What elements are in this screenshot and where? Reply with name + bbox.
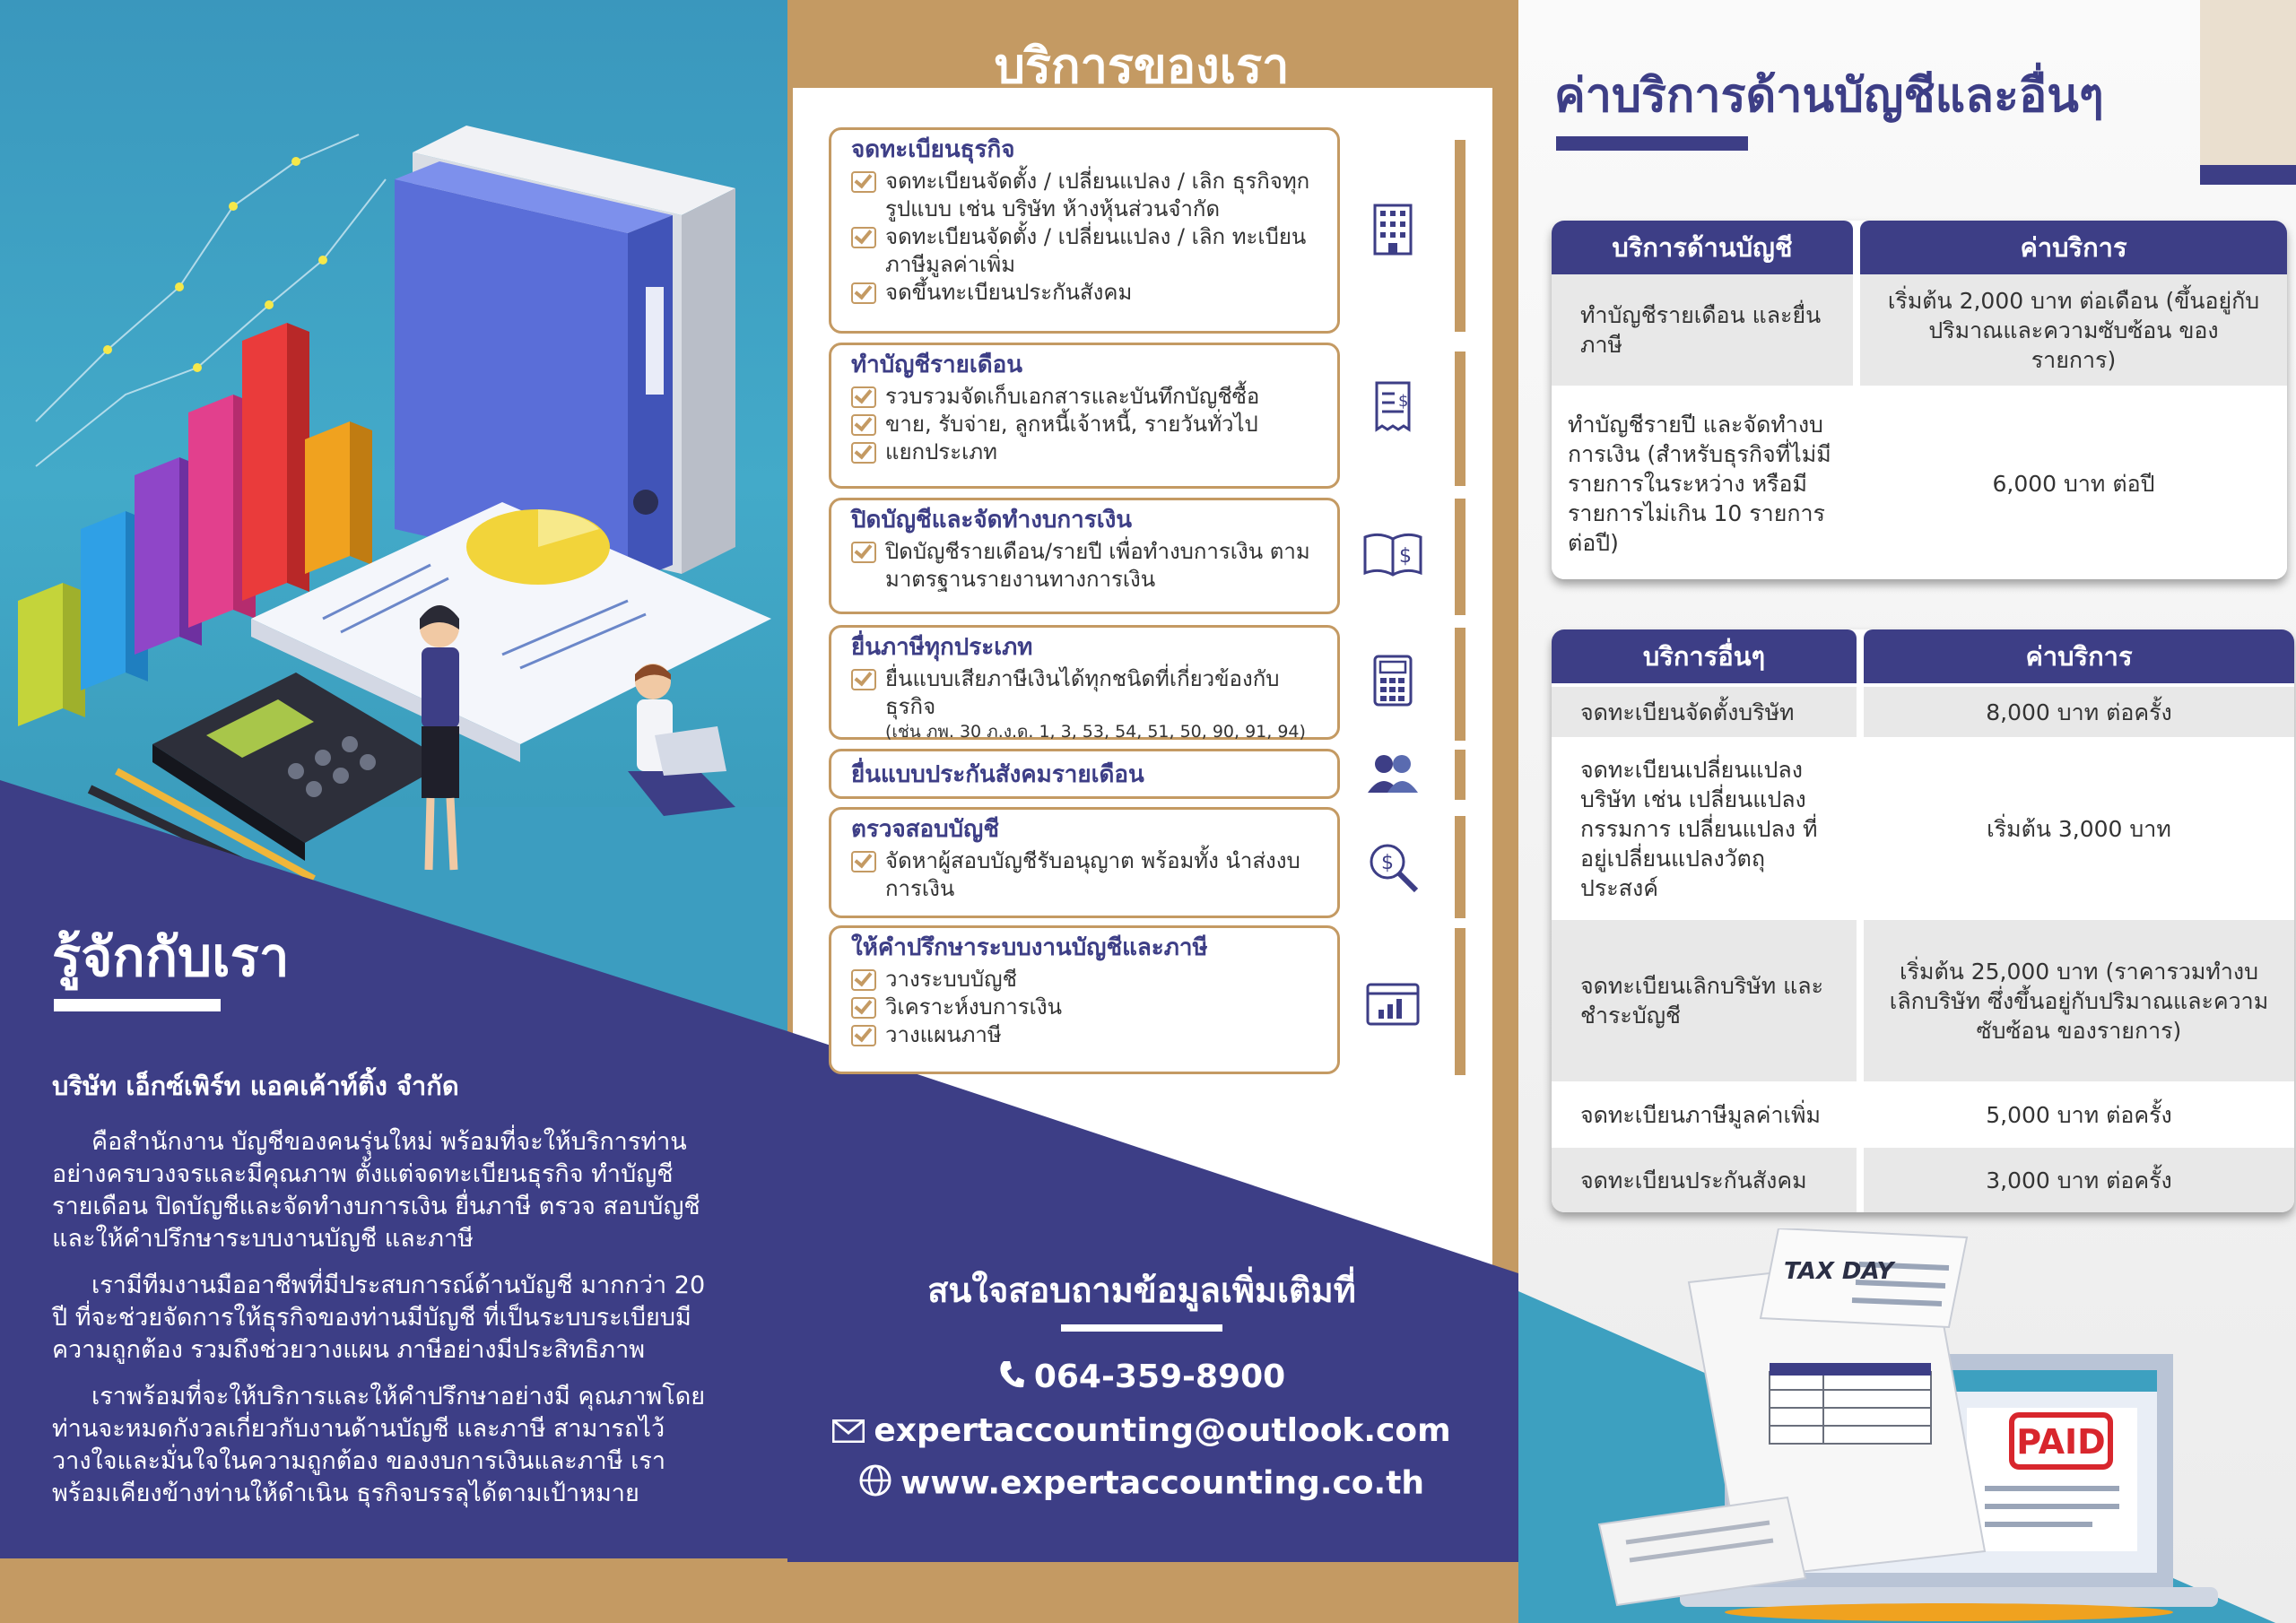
contact-website[interactable]: www.expertaccounting.co.th [787,1464,1496,1505]
phone-icon [998,1359,1025,1398]
about-title-rule [54,999,221,1011]
contact-email[interactable]: expertaccounting@outlook.com [787,1412,1496,1451]
table-header: บริการด้านบัญชี [1552,221,1853,274]
service-social-security [829,749,1340,799]
table-cell: จดทะเบียนจัดตั้งบริษัท [1552,687,1857,737]
service-heading: ยื่นภาษีทุกประเภท [851,634,1033,661]
checkbox-icon [851,1025,876,1046]
table-header: ค่าบริการ [1864,629,2294,683]
service-line: จัดหาผู้สอบบัญชีรับอนุญาต พร้อมทั้ง นำส่งงบการเงิน [851,847,1325,903]
service-line: ขาย, รับจ่าย, ลูกหนี้เจ้าหนี้, รายวันทั่วไป [851,411,1325,438]
contact-title: สนใจสอบถามข้อมูลเพิ่มเติมที่ [927,1271,1356,1310]
service-heading: ยื่นแบบประกันสังคมรายเดือน [851,761,1144,788]
service-audit [829,807,1340,918]
service-line: วางแผนภาษี [851,1021,1325,1049]
service-consulting [829,925,1340,1074]
tax-day-label: TAX DAY [1784,1258,1894,1285]
table-cell: ทำบัญชีรายปี และจัดทำงบการเงิน (สำหรับธุรกิจที่ไม่มีรายการในระหว่าง หรือมีรายการไม่เกิน 10 รายการต่อปี) [1552,387,1853,579]
people-icon [1361,742,1424,805]
calculator-icon [1361,649,1424,712]
services-title: บริการของเรา [994,38,1290,94]
about-panel [0,0,787,1623]
service-line: รวบรวมจัดเก็บเอกสารและบันทึกบัญชีซื้อ [851,383,1325,411]
corner-navy-bar [2200,165,2296,185]
book-dollar-icon [1361,522,1424,585]
receipt-icon [1361,375,1424,438]
table-header: บริการอื่นๆ [1552,629,1857,683]
services-panel [787,0,1518,1623]
accounting-fees-table [1552,221,2287,579]
about-bottom-band [0,1558,787,1623]
envelope-icon [832,1414,865,1451]
contact-title-rule [1061,1324,1222,1332]
service-line: วิเคราะห์งบการเงิน [851,994,1325,1021]
checkbox-icon [851,997,876,1019]
table-cell: จดทะเบียนเปลี่ยนแปลง บริษัท เช่น เปลี่ยนแปลง กรรมการ เปลี่ยนแปลง ที่อยู่เปลี่ยนแปลงวัตถุ ประสงค์ [1552,739,1857,918]
svg-text:$: $ [1381,852,1394,874]
finance-illustration [0,81,787,888]
checkbox-icon [851,414,876,436]
corner-tan-block [2200,0,2296,169]
about-paragraph-2: เรามีทีมงานมืออาชีพที่มีประสบการณ์ด้านบัญชี มากกว่า 20 ปี ที่จะช่วยจัดการให้ธุรกิจของท่านมีบัญชี ที่เป็นระบบระเบียบมีความถูกต้อง รวมถึงช่วยวางแผน ภาษีอย่างมีประสิทธิภาพ [52,1271,706,1364]
fees-title: ค่าบริการด้านบัญชีและอื่นๆ [1554,69,2104,123]
browser-chart-icon [1361,973,1424,1036]
about-paragraph-1: คือสำนักงาน บัญชีของคนรุ่นใหม่ พร้อมที่จะให้บริการท่านอย่างครบวงจรและมีคุณภาพ ตั้งแต่จดทะเบียนธุรกิจ ทำบัญชี รายเดือน ปิดบัญชีและจัดทำงบการเงิน ยื่นภาษี ตรวจ สอบบัญชี และให้คำปรึกษาระบบงานบัญชี และภาษี [52,1128,700,1253]
checkbox-icon [851,542,876,563]
service-tax-filing [829,625,1340,740]
magnifier-dollar-icon [1361,836,1424,898]
paid-stamp: PAID [2016,1422,2106,1462]
contact-phone[interactable]: 064-359-8900 [787,1358,1496,1398]
checkbox-icon [851,442,876,464]
service-note: (เช่น ภพ. 30 ภ.ง.ด. 1, 3, 53, 54, 51, 50, 90, 91, 94) [885,722,1306,742]
service-line: จดขึ้นทะเบียนประกันสังคม [851,279,1325,307]
table-cell: จดทะเบียนภาษีมูลค่าเพิ่ม [1552,1083,1857,1146]
service-line: วางระบบบัญชี [851,966,1325,994]
table-cell: เริ่มต้น 2,000 บาท ต่อเดือน (ขึ้นอยู่กับปริมาณและความซับซ้อน ของรายการ) [1860,274,2287,386]
service-heading: ปิดบัญชีและจัดทำงบการเงิน [851,507,1133,534]
table-cell: เริ่มต้น 3,000 บาท [1864,739,2294,918]
svg-text:$: $ [1399,545,1412,568]
checkbox-icon [851,669,876,690]
service-line: ยื่นแบบเสียภาษีเงินได้ทุกชนิดที่เกี่ยวข้องกับธุรกิจ [851,665,1325,721]
checkbox-icon [851,282,876,304]
table-cell: 8,000 บาท ต่อครั้ง [1864,687,2294,737]
fees-title-rule [1556,136,1748,151]
gold-bar [1455,928,1465,1075]
table-cell: 6,000 บาท ต่อปี [1860,387,2287,579]
svg-text:$: $ [1398,392,1409,411]
about-title: รู้จักกับเรา [52,926,290,989]
service-line: แยกประเภท [851,438,1325,466]
service-heading: ให้คำปรึกษาระบบงานบัญชีและภาษี [851,934,1208,961]
service-heading: ตรวจสอบบัญชี [851,816,999,843]
table-cell: เริ่มต้น 25,000 บาท (ราคารวมทำงบเลิกบริษัท ซึ่งขึ้นอยู่กับปริมาณและความซับซ้อน ของรายการ) [1864,920,2294,1081]
service-monthly-bookkeeping [829,343,1340,489]
checkbox-icon [851,171,876,193]
other-fees-table [1552,629,2294,1212]
tax-paid-illustration [1590,1228,2236,1623]
table-cell: จดทะเบียนประกันสังคม [1552,1148,1857,1212]
gold-bar [1455,628,1465,741]
service-line: จดทะเบียนจัดตั้ง / เปลี่ยนแปลง / เลิก ทะเบียนภาษีมูลค่าเพิ่ม [851,223,1325,279]
service-heading: จดทะเบียนธุรกิจ [851,136,1015,163]
gold-bar [1455,499,1465,615]
checkbox-icon [851,227,876,248]
service-line: ปิดบัญชีรายเดือน/รายปี เพื่อทำงบการเงิน ตามมาตรฐานรายงานทางการเงิน [851,538,1325,594]
table-cell: ทำบัญชีรายเดือน และยื่นภาษี [1552,274,1853,386]
about-paragraph-3: เราพร้อมที่จะให้บริการและให้คำปรึกษาอย่างมี คุณภาพโดยท่านจะหมดกังวลเกี่ยวกับงานด้านบัญชี และภาษี สามารถไว้วางใจและมั่นใจในความถูกต้อง ของงบการเงินและภาษี เราพร้อมเคียงข้างท่านให้ดำเนิน ธุรกิจบรรลุได้ตามเป้าหมาย [52,1383,706,1507]
checkbox-icon [851,386,876,408]
service-heading: ทำบัญชีรายเดือน [851,352,1023,378]
checkbox-icon [851,851,876,872]
service-registration [829,127,1340,334]
gold-bar [1455,140,1465,332]
table-cell: จดทะเบียนเลิกบริษัท และชำระบัญชี [1552,920,1857,1081]
company-name: บริษัท เอ็กซ์เพิร์ท แอคเค้าท์ติ้ง จำกัด [52,1071,459,1101]
table-cell: 5,000 บาท ต่อครั้ง [1864,1083,2294,1146]
table-cell: 3,000 บาท ต่อครั้ง [1864,1148,2294,1212]
globe-icon [859,1464,891,1505]
gold-bar [1455,816,1465,918]
service-line: จดทะเบียนจัดตั้ง / เปลี่ยนแปลง / เลิก ธุรกิจทุกรูปแบบ เช่น บริษัท ห้างหุ้นส่วนจำกัด [851,168,1325,223]
table-header: ค่าบริการ [1860,221,2287,274]
gold-bar [1455,750,1465,800]
checkbox-icon [851,969,876,991]
service-closing-statements [829,498,1340,614]
gold-bar [1455,352,1465,486]
building-icon [1361,197,1424,260]
fees-panel [1518,0,2296,1623]
